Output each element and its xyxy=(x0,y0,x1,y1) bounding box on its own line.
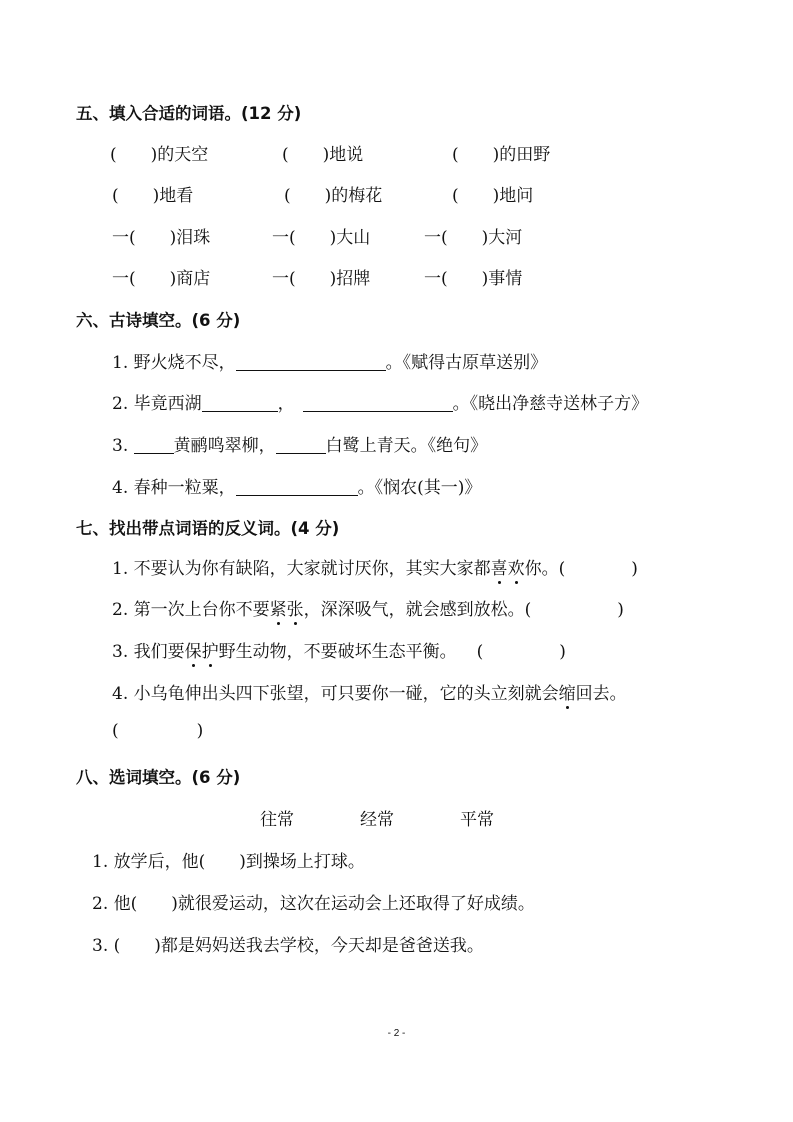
dotted-word: 缩 xyxy=(559,679,576,704)
s5-r4-c2: 一( )招牌 xyxy=(272,269,371,289)
dotted-word: 护 xyxy=(202,637,219,662)
s6-q2: 2. 毕竟西湖 ， 。《晓出净慈寺送林子方》 xyxy=(112,394,649,414)
section-6-title: 六、古诗填空。(6 分) xyxy=(76,311,241,330)
answer-blank[interactable] xyxy=(236,477,358,496)
s8-q2: 2. 他( )就很爱运动，这次在运动会上还取得了好成绩。 xyxy=(92,894,535,914)
answer-blank[interactable] xyxy=(236,352,386,371)
section-5-title: 五、填入合适的词语。(12 分) xyxy=(76,104,302,123)
s5-r4-c1: 一( )商店 xyxy=(112,269,211,289)
s8-q3: 3. ( )都是妈妈送我去学校，今天却是爸爸送我。 xyxy=(92,936,484,956)
s5-r1-c1: ( )的天空 xyxy=(110,145,209,165)
s5-r4-c3: 一( )事情 xyxy=(424,269,523,289)
s7-q4: 4. 小乌龟伸出头四下张望，可只要你一碰，它的头立刻就会缩回去。 xyxy=(112,679,627,704)
s8-q1: 1. 放学后，他( )到操场上打球。 xyxy=(92,852,365,872)
answer-blank[interactable] xyxy=(276,435,326,454)
s7-q4-answer: ( ) xyxy=(112,721,204,741)
option-word: 经常 xyxy=(360,810,394,830)
dotted-word: 紧 xyxy=(270,595,287,620)
answer-blank[interactable] xyxy=(303,393,453,412)
s5-r2-c2: ( )的梅花 xyxy=(284,186,383,206)
dotted-word: 张 xyxy=(287,595,304,620)
s7-q2: 2. 第一次上台你不要紧张，深深吸气，就会感到放松。( ) xyxy=(112,595,624,620)
option-word: 平常 xyxy=(460,810,494,830)
s5-r3-c3: 一( )大河 xyxy=(424,228,523,248)
s5-r2-c3: ( )地问 xyxy=(452,186,534,206)
dotted-word: 喜 xyxy=(491,554,508,579)
option-word: 往常 xyxy=(260,810,294,830)
answer-blank[interactable] xyxy=(202,393,278,412)
section-8-title: 八、选词填空。(6 分) xyxy=(76,768,241,787)
answer-blank[interactable] xyxy=(134,435,174,454)
s7-q3: 3. 我们要保护野生动物，不要破坏生态平衡。 ( ) xyxy=(112,637,566,662)
s5-r1-c2: ( )地说 xyxy=(282,145,364,165)
s6-q4: 4. 春种一粒粟， 。《悯农(其一)》 xyxy=(112,478,482,498)
s6-q1: 1. 野火烧不尽， 。《赋得古原草送别》 xyxy=(112,353,548,373)
dotted-word: 保 xyxy=(185,637,202,662)
page-number: - 2 - xyxy=(387,1028,406,1039)
s5-r3-c2: 一( )大山 xyxy=(272,228,371,248)
s5-r2-c1: ( )地看 xyxy=(112,186,194,206)
s7-q1: 1. 不要认为你有缺陷，大家就讨厌你，其实大家都喜欢你。( ) xyxy=(112,554,638,579)
section-7-title: 七、找出带点词语的反义词。(4 分) xyxy=(76,519,340,538)
dotted-word: 欢 xyxy=(508,554,525,579)
s5-r3-c1: 一( )泪珠 xyxy=(112,228,211,248)
s6-q3: 3. 黄鹂鸣翠柳， 白鹭上青天。《绝句》 xyxy=(112,436,488,456)
s5-r1-c3: ( )的田野 xyxy=(452,145,551,165)
